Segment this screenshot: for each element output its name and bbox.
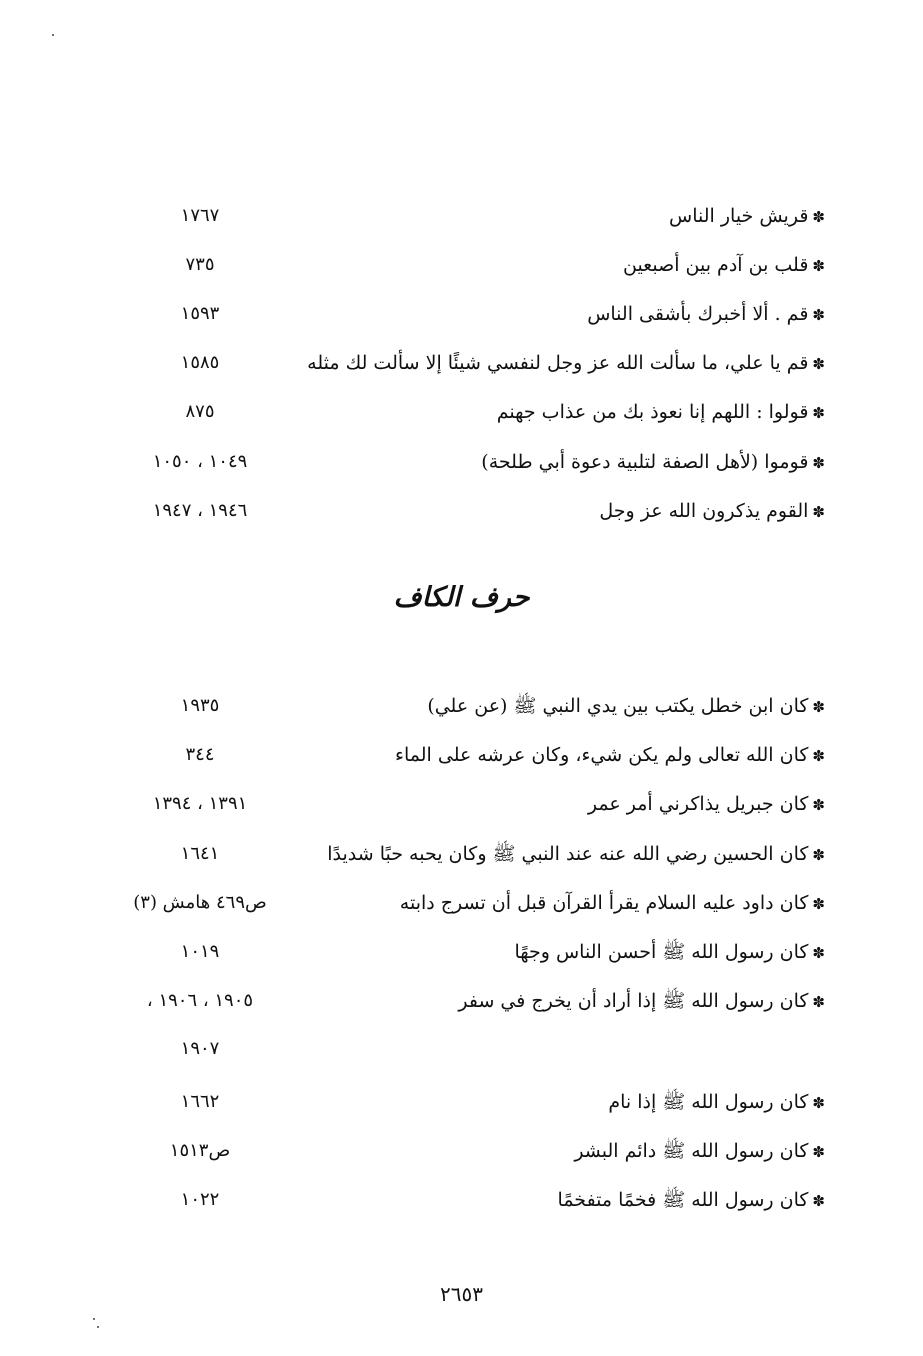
entry-reference: ١٩٣٥	[180, 695, 220, 716]
section-heading: حرف الكاف	[393, 582, 530, 613]
entry-text	[623, 245, 825, 286]
entry-reference: ٨٧٥	[185, 401, 215, 422]
entry-text	[588, 784, 825, 825]
entry-phrase: كان الله تعالى ولم يكن شيء، وكان عرشه على الماء	[395, 744, 809, 766]
star-bullet-icon: ✽	[812, 454, 825, 472]
index-entry	[120, 784, 825, 824]
star-bullet-icon: ✽	[812, 895, 825, 913]
index-entry	[120, 686, 825, 726]
scan-speck	[97, 1326, 99, 1328]
entry-reference: ١٩٠٥ ، ١٩٠٦ ،	[146, 990, 254, 1011]
entry-reference: ص١٥١٣	[169, 1140, 231, 1161]
entry-phrase: كان رسول الله ﷺ إذا نام	[608, 1091, 809, 1113]
entry-phrase: كان رسول الله ﷺ أحسن الناس وجهًا	[514, 941, 809, 963]
index-entry	[120, 245, 825, 285]
entry-phrase: كان جبريل يذاكرني أمر عمر	[587, 793, 809, 815]
index-entry	[120, 442, 825, 482]
entry-reference: ١٠١٩	[180, 941, 220, 962]
entry-reference: ٧٣٥	[185, 254, 215, 275]
star-bullet-icon: ✽	[812, 796, 825, 814]
entry-reference: ١٦٦٢	[180, 1091, 220, 1112]
star-bullet-icon: ✽	[812, 698, 825, 716]
entry-text	[497, 392, 825, 433]
entry-text	[400, 883, 825, 924]
index-entry	[120, 294, 825, 334]
entry-text	[427, 686, 825, 727]
entry-reference: ١٦٤١	[180, 843, 220, 864]
entry-phrase: قوموا (لأهل الصفة لتلبية دعوة أبي طلحة)	[481, 451, 809, 473]
entry-reference: ١٠٢٢	[180, 1189, 220, 1210]
entry-text	[514, 932, 825, 973]
entry-phrase: كان ابن خطل يكتب بين يدي النبي ﷺ (عن علي)	[427, 695, 809, 717]
index-entry	[120, 981, 825, 1021]
star-bullet-icon: ✽	[812, 747, 825, 765]
entry-phrase: قلب بن آدم بين أصبعين	[622, 254, 809, 276]
entry-phrase: القوم يذكرون الله عز وجل	[599, 500, 809, 522]
entry-reference: ١٧٦٧	[180, 205, 220, 226]
index-entry	[120, 392, 825, 432]
entry-text	[558, 1180, 825, 1221]
star-bullet-icon: ✽	[812, 1192, 825, 1210]
star-bullet-icon: ✽	[812, 1143, 825, 1161]
index-entry	[120, 735, 825, 775]
entry-reference: ١٩٤٦ ، ١٩٤٧	[152, 500, 248, 521]
index-entry	[120, 834, 825, 874]
star-bullet-icon: ✽	[812, 993, 825, 1011]
entry-phrase: قم . ألا أخبرك بأشقى الناس	[587, 303, 809, 325]
entry-text	[307, 343, 825, 384]
star-bullet-icon: ✽	[812, 355, 825, 373]
index-entry	[120, 196, 825, 236]
entry-text	[599, 491, 825, 532]
entry-text	[608, 1082, 825, 1123]
index-entry	[120, 932, 825, 972]
entry-phrase: قم يا علي، ما سألت الله عز وجل لنفسي شيئًا إلا سألت لك مثله	[307, 352, 809, 374]
star-bullet-icon: ✽	[812, 306, 825, 324]
star-bullet-icon: ✽	[812, 1094, 825, 1112]
star-bullet-icon: ✽	[812, 257, 825, 275]
index-entry	[120, 883, 825, 923]
star-bullet-icon: ✽	[812, 208, 825, 226]
index-entry	[120, 343, 825, 383]
scan-speck	[93, 1318, 95, 1320]
entry-reference: ١٥٨٥	[180, 352, 220, 373]
index-entry-continuation	[120, 1029, 825, 1069]
entry-text	[458, 981, 825, 1022]
entry-reference: ١٩٠٧	[180, 1038, 220, 1059]
entry-phrase: كان داود عليه السلام يقرأ القرآن قبل أن تسرج دابته	[399, 892, 809, 914]
entry-reference: ص٤٦٩ هامش (٣)	[133, 892, 267, 913]
page-number: ٢٦٥٣	[440, 1282, 483, 1306]
star-bullet-icon: ✽	[812, 944, 825, 962]
entry-text	[669, 196, 825, 237]
star-bullet-icon: ✽	[812, 404, 825, 422]
scan-speck	[52, 34, 54, 36]
entry-phrase: قريش خيار الناس	[669, 205, 809, 227]
index-entry	[120, 491, 825, 531]
entry-phrase: قولوا : اللهم إنا نعوذ بك من عذاب جهنم	[496, 401, 809, 423]
index-entry	[120, 1082, 825, 1122]
entry-phrase: كان رسول الله ﷺ فخمًا متفخمًا	[557, 1189, 809, 1211]
entry-text	[481, 442, 825, 483]
entry-phrase: كان الحسين رضي الله عنه عند النبي ﷺ وكان يحبه حبًا شديدًا	[327, 843, 809, 865]
index-entry	[120, 1131, 825, 1171]
entry-reference: ١٣٩١ ، ١٣٩٤	[152, 793, 248, 814]
star-bullet-icon: ✽	[812, 503, 825, 521]
index-entry	[120, 1180, 825, 1220]
entry-reference: ٣٤٤	[185, 744, 215, 765]
entry-phrase: كان رسول الله ﷺ إذا أراد أن يخرج في سفر	[458, 990, 809, 1012]
entry-reference: ١٥٩٣	[180, 303, 220, 324]
entry-text	[395, 735, 825, 776]
entry-text	[327, 834, 825, 875]
entry-phrase: كان رسول الله ﷺ دائم البشر	[574, 1140, 809, 1162]
star-bullet-icon: ✽	[812, 846, 825, 864]
entry-reference: ١٠٤٩ ، ١٠٥٠	[152, 451, 248, 472]
entry-text	[587, 294, 825, 335]
entry-text	[574, 1131, 825, 1172]
